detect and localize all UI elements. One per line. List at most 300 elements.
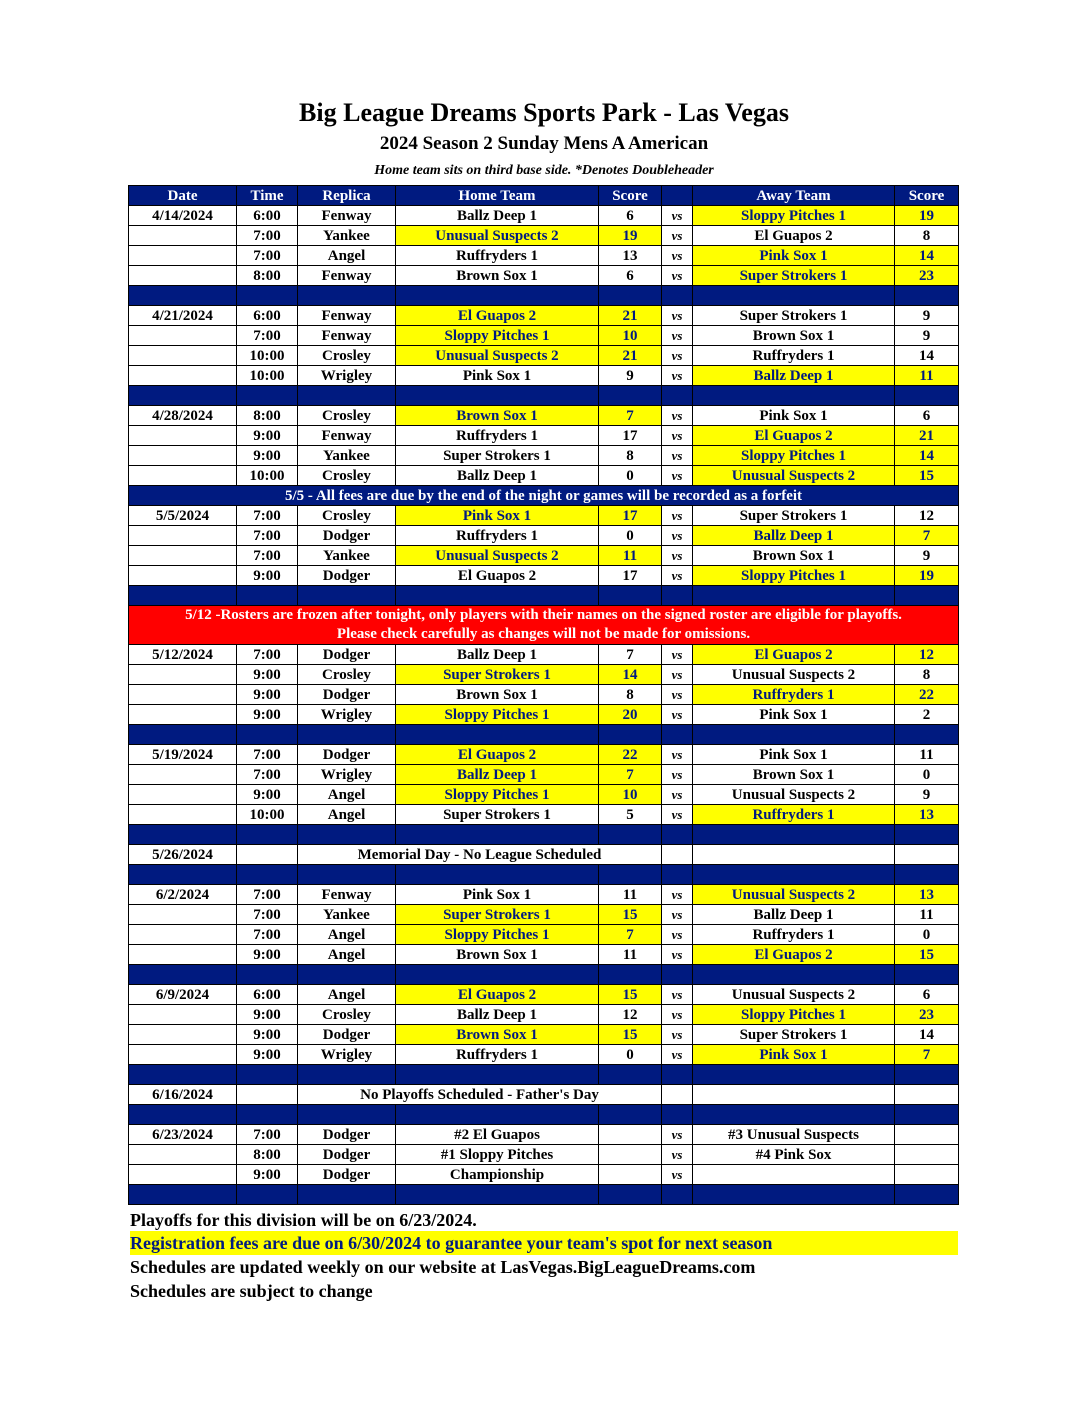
game-row [129, 1045, 959, 1065]
vs-cell: vs [662, 885, 693, 905]
time-cell: 6:00 [237, 306, 298, 326]
away-team-cell: Super Strokers 1 [693, 306, 895, 326]
date-cell [129, 665, 237, 685]
home-team-cell: El Guapos 2 [396, 306, 599, 326]
spacer-cell [237, 825, 298, 845]
spacer-cell [129, 1185, 237, 1205]
away-score-cell: 0 [895, 765, 959, 785]
date-cell [129, 346, 237, 366]
game-row [129, 1165, 959, 1185]
spacer-cell [396, 865, 599, 885]
home-team-cell: Pink Sox 1 [396, 506, 599, 526]
spacer-cell [895, 286, 959, 306]
away-score-cell [895, 1085, 959, 1105]
away-score-cell [895, 845, 959, 865]
vs-cell: vs [662, 645, 693, 665]
spacer-cell [599, 286, 662, 306]
away-score-cell: 7 [895, 1045, 959, 1065]
home-team-cell: Championship [396, 1165, 599, 1185]
game-row [129, 1025, 959, 1045]
spacer-row [129, 1105, 959, 1125]
spacer-row [129, 865, 959, 885]
date-cell [129, 526, 237, 546]
away-team-cell: El Guapos 2 [693, 226, 895, 246]
date-cell [129, 366, 237, 386]
no-games-text: Memorial Day - No League Scheduled [298, 845, 662, 865]
spacer-cell [693, 865, 895, 885]
away-team-cell: #4 Pink Sox [693, 1145, 895, 1165]
home-score-cell: 6 [599, 206, 662, 226]
game-row [129, 805, 959, 825]
home-team-cell: Sloppy Pitches 1 [396, 925, 599, 945]
date-cell [129, 226, 237, 246]
game-row [129, 366, 959, 386]
time-cell: 9:00 [237, 1165, 298, 1185]
date-cell: 5/5/2024 [129, 506, 237, 526]
home-team-cell: El Guapos 2 [396, 566, 599, 586]
home-score-cell [599, 1145, 662, 1165]
away-team-cell: Sloppy Pitches 1 [693, 1005, 895, 1025]
date-cell [129, 546, 237, 566]
schedule-body [129, 206, 959, 1205]
spacer-cell [298, 865, 396, 885]
away-team-cell: El Guapos 2 [693, 645, 895, 665]
home-team-cell: Brown Sox 1 [396, 685, 599, 705]
spacer-row [129, 1065, 959, 1085]
replica-cell: Wrigley [298, 1045, 396, 1065]
time-cell: 7:00 [237, 226, 298, 246]
game-row [129, 326, 959, 346]
spacer-cell [599, 1185, 662, 1205]
game-row [129, 546, 959, 566]
away-team-cell: Ballz Deep 1 [693, 905, 895, 925]
spacer-cell [693, 1065, 895, 1085]
spacer-row [129, 586, 959, 606]
time-cell: 7:00 [237, 1125, 298, 1145]
vs-cell [662, 845, 693, 865]
replica-cell: Yankee [298, 226, 396, 246]
spacer-cell [396, 1065, 599, 1085]
spacer-cell [298, 1105, 396, 1125]
vs-cell: vs [662, 745, 693, 765]
away-team-cell: Ruffryders 1 [693, 925, 895, 945]
replica-cell: Dodger [298, 566, 396, 586]
vs-cell: vs [662, 1005, 693, 1025]
away-team-cell [693, 1085, 895, 1105]
home-team-cell: Unusual Suspects 2 [396, 346, 599, 366]
away-team-cell [693, 1165, 895, 1185]
footer-change-note: Schedules are subject to change [130, 1281, 373, 1301]
spacer-cell [662, 1065, 693, 1085]
time-cell: 9:00 [237, 426, 298, 446]
footer-playoffs: Playoffs for this division will be on 6/23/2024. [130, 1210, 477, 1230]
game-row [129, 665, 959, 685]
spacer-cell [396, 1105, 599, 1125]
replica-cell: Dodger [298, 1165, 396, 1185]
home-team-cell: Sloppy Pitches 1 [396, 326, 599, 346]
no-games-text: No Playoffs Scheduled - Father's Day [298, 1085, 662, 1105]
game-row [129, 306, 959, 326]
vs-cell: vs [662, 905, 693, 925]
home-score-cell: 13 [599, 246, 662, 266]
replica-cell: Dodger [298, 745, 396, 765]
home-score-cell: 7 [599, 925, 662, 945]
replica-cell: Wrigley [298, 705, 396, 725]
away-team-cell: Super Strokers 1 [693, 1025, 895, 1045]
home-score-cell: 17 [599, 506, 662, 526]
spacer-cell [662, 286, 693, 306]
home-team-cell: Super Strokers 1 [396, 665, 599, 685]
home-team-cell: Brown Sox 1 [396, 1025, 599, 1045]
replica-cell: Crosley [298, 1005, 396, 1025]
spacer-cell [693, 586, 895, 606]
vs-cell: vs [662, 466, 693, 486]
spacer-cell [129, 725, 237, 745]
date-cell [129, 466, 237, 486]
game-row [129, 346, 959, 366]
spacer-cell [298, 1185, 396, 1205]
replica-cell: Dodger [298, 1125, 396, 1145]
spacer-cell [693, 1105, 895, 1125]
home-score-cell: 21 [599, 306, 662, 326]
time-cell: 7:00 [237, 645, 298, 665]
time-cell: 9:00 [237, 665, 298, 685]
time-cell: 7:00 [237, 326, 298, 346]
vs-cell: vs [662, 226, 693, 246]
home-score-cell: 11 [599, 885, 662, 905]
away-score-cell: 9 [895, 306, 959, 326]
time-cell: 9:00 [237, 785, 298, 805]
home-score-cell: 17 [599, 566, 662, 586]
spacer-cell [895, 825, 959, 845]
spacer-cell [599, 725, 662, 745]
home-team-cell: Pink Sox 1 [396, 885, 599, 905]
spacer-cell [693, 725, 895, 745]
vs-cell: vs [662, 366, 693, 386]
vs-cell: vs [662, 705, 693, 725]
away-team-cell: Ballz Deep 1 [693, 366, 895, 386]
time-cell: 7:00 [237, 905, 298, 925]
date-cell [129, 765, 237, 785]
date-cell [129, 1145, 237, 1165]
game-row [129, 985, 959, 1005]
date-cell [129, 685, 237, 705]
home-score-cell: 9 [599, 366, 662, 386]
spacer-cell [396, 965, 599, 985]
away-score-cell: 23 [895, 266, 959, 286]
away-team-cell: Pink Sox 1 [693, 705, 895, 725]
home-score-cell: 19 [599, 226, 662, 246]
home-team-cell: Ballz Deep 1 [396, 765, 599, 785]
vs-cell: vs [662, 346, 693, 366]
away-score-cell: 7 [895, 526, 959, 546]
spacer-cell [895, 965, 959, 985]
home-score-cell: 22 [599, 745, 662, 765]
spacer-cell [396, 1185, 599, 1205]
vs-cell: vs [662, 1165, 693, 1185]
away-team-cell: Unusual Suspects 2 [693, 985, 895, 1005]
replica-cell: Angel [298, 246, 396, 266]
home-score-cell: 8 [599, 446, 662, 466]
home-score-cell: 7 [599, 645, 662, 665]
spacer-cell [237, 286, 298, 306]
spacer-cell [237, 865, 298, 885]
replica-cell: Fenway [298, 206, 396, 226]
replica-cell: Crosley [298, 466, 396, 486]
away-team-cell: Brown Sox 1 [693, 546, 895, 566]
away-score-cell: 9 [895, 326, 959, 346]
away-team-cell: Ballz Deep 1 [693, 526, 895, 546]
col-header-home-score: Score [599, 186, 662, 206]
home-score-cell: 21 [599, 346, 662, 366]
schedule-table [128, 185, 959, 1205]
date-cell [129, 326, 237, 346]
vs-cell: vs [662, 805, 693, 825]
away-score-cell: 9 [895, 785, 959, 805]
home-score-cell: 15 [599, 905, 662, 925]
time-cell [237, 1085, 298, 1105]
spacer-cell [129, 825, 237, 845]
spacer-cell [129, 586, 237, 606]
away-score-cell: 0 [895, 925, 959, 945]
spacer-cell [662, 586, 693, 606]
away-team-cell: Sloppy Pitches 1 [693, 206, 895, 226]
game-row [129, 266, 959, 286]
away-score-cell [895, 1145, 959, 1165]
game-row [129, 246, 959, 266]
date-cell: 6/16/2024 [129, 1085, 237, 1105]
spacer-cell [298, 586, 396, 606]
replica-cell: Dodger [298, 526, 396, 546]
home-score-cell: 11 [599, 546, 662, 566]
date-cell: 4/14/2024 [129, 206, 237, 226]
spacer-cell [396, 825, 599, 845]
home-team-cell: Super Strokers 1 [396, 805, 599, 825]
home-team-cell: Ballz Deep 1 [396, 466, 599, 486]
away-score-cell: 11 [895, 905, 959, 925]
away-score-cell: 19 [895, 566, 959, 586]
time-cell: 8:00 [237, 1145, 298, 1165]
vs-cell: vs [662, 945, 693, 965]
home-score-cell: 7 [599, 765, 662, 785]
home-score-cell: 10 [599, 785, 662, 805]
game-row [129, 785, 959, 805]
away-score-cell: 6 [895, 406, 959, 426]
spacer-cell [693, 286, 895, 306]
date-cell: 6/9/2024 [129, 985, 237, 1005]
home-team-cell: Ruffryders 1 [396, 426, 599, 446]
away-score-cell: 15 [895, 945, 959, 965]
game-row [129, 206, 959, 226]
spacer-cell [129, 1065, 237, 1085]
away-team-cell: Super Strokers 1 [693, 506, 895, 526]
game-row [129, 745, 959, 765]
home-team-cell: Brown Sox 1 [396, 945, 599, 965]
time-cell: 10:00 [237, 366, 298, 386]
time-cell: 9:00 [237, 685, 298, 705]
away-team-cell: Unusual Suspects 2 [693, 665, 895, 685]
time-cell: 9:00 [237, 705, 298, 725]
away-score-cell: 14 [895, 246, 959, 266]
spacer-cell [662, 1105, 693, 1125]
date-cell [129, 1165, 237, 1185]
date-cell [129, 805, 237, 825]
spacer-cell [662, 865, 693, 885]
home-score-cell: 10 [599, 326, 662, 346]
replica-cell: Wrigley [298, 366, 396, 386]
home-score-cell: 14 [599, 665, 662, 685]
spacer-cell [396, 386, 599, 406]
page-title: Big League Dreams Sports Park - Las Vegas [299, 98, 789, 127]
date-cell [129, 905, 237, 925]
replica-cell: Yankee [298, 546, 396, 566]
away-score-cell: 12 [895, 506, 959, 526]
vs-cell: vs [662, 785, 693, 805]
replica-cell: Crosley [298, 406, 396, 426]
time-cell: 6:00 [237, 206, 298, 226]
game-row [129, 905, 959, 925]
spacer-cell [895, 1185, 959, 1205]
home-score-cell: 17 [599, 426, 662, 446]
date-cell: 4/21/2024 [129, 306, 237, 326]
footer-website: Schedules are updated weekly on our website at LasVegas.BigLeagueDreams.com [130, 1257, 756, 1277]
date-cell: 6/2/2024 [129, 885, 237, 905]
game-row [129, 406, 959, 426]
time-cell: 7:00 [237, 526, 298, 546]
home-team-cell: #1 Sloppy Pitches [396, 1145, 599, 1165]
vs-cell: vs [662, 246, 693, 266]
replica-cell: Angel [298, 945, 396, 965]
home-score-cell: 15 [599, 1025, 662, 1045]
spacer-cell [895, 725, 959, 745]
date-cell [129, 785, 237, 805]
date-cell [129, 246, 237, 266]
time-cell: 6:00 [237, 985, 298, 1005]
away-team-cell: Sloppy Pitches 1 [693, 566, 895, 586]
spacer-cell [396, 725, 599, 745]
spacer-cell [129, 386, 237, 406]
spacer-cell [599, 1065, 662, 1085]
replica-cell: Angel [298, 925, 396, 945]
home-score-cell [599, 1125, 662, 1145]
time-cell: 7:00 [237, 765, 298, 785]
home-team-cell: Super Strokers 1 [396, 905, 599, 925]
date-cell [129, 705, 237, 725]
spacer-cell [298, 1065, 396, 1085]
away-score-cell: 8 [895, 665, 959, 685]
game-row [129, 925, 959, 945]
away-score-cell: 19 [895, 206, 959, 226]
away-team-cell: Pink Sox 1 [693, 246, 895, 266]
col-header-vs [662, 186, 693, 206]
away-score-cell: 13 [895, 885, 959, 905]
spacer-row [129, 1185, 959, 1205]
away-team-cell: Brown Sox 1 [693, 326, 895, 346]
spacer-row [129, 965, 959, 985]
spacer-cell [599, 825, 662, 845]
time-cell: 7:00 [237, 925, 298, 945]
away-team-cell: Sloppy Pitches 1 [693, 446, 895, 466]
notice-text: 5/5 - All fees are due by the end of the night or games will be recorded as a forfeit [129, 486, 959, 506]
spacer-row [129, 825, 959, 845]
spacer-cell [237, 586, 298, 606]
game-row [129, 685, 959, 705]
date-cell [129, 945, 237, 965]
vs-cell: vs [662, 426, 693, 446]
spacer-cell [237, 1185, 298, 1205]
time-cell: 9:00 [237, 446, 298, 466]
spacer-cell [396, 586, 599, 606]
date-cell [129, 1045, 237, 1065]
spacer-cell [237, 725, 298, 745]
spacer-cell [599, 965, 662, 985]
replica-cell: Crosley [298, 506, 396, 526]
away-score-cell: 11 [895, 366, 959, 386]
replica-cell: Yankee [298, 905, 396, 925]
away-score-cell: 2 [895, 705, 959, 725]
vs-cell: vs [662, 266, 693, 286]
game-row [129, 526, 959, 546]
home-team-cell: El Guapos 2 [396, 985, 599, 1005]
spacer-row [129, 725, 959, 745]
time-cell: 7:00 [237, 506, 298, 526]
game-row [129, 705, 959, 725]
home-score-cell: 6 [599, 266, 662, 286]
spacer-cell [599, 586, 662, 606]
spacer-cell [129, 1105, 237, 1125]
home-score-cell: 8 [599, 685, 662, 705]
away-team-cell: El Guapos 2 [693, 945, 895, 965]
replica-cell: Fenway [298, 326, 396, 346]
home-score-cell: 12 [599, 1005, 662, 1025]
replica-cell: Dodger [298, 1145, 396, 1165]
time-cell: 9:00 [237, 1045, 298, 1065]
time-cell: 7:00 [237, 246, 298, 266]
spacer-cell [396, 286, 599, 306]
alert-row [129, 606, 959, 645]
vs-cell: vs [662, 665, 693, 685]
date-cell: 5/12/2024 [129, 645, 237, 665]
col-header-home-team: Home Team [396, 186, 599, 206]
date-cell [129, 266, 237, 286]
date-cell: 6/23/2024 [129, 1125, 237, 1145]
away-team-cell: Brown Sox 1 [693, 765, 895, 785]
date-cell [129, 566, 237, 586]
game-row [129, 1125, 959, 1145]
vs-cell [662, 1085, 693, 1105]
spacer-cell [662, 825, 693, 845]
vs-cell: vs [662, 446, 693, 466]
time-cell: 9:00 [237, 1025, 298, 1045]
spacer-cell [662, 1185, 693, 1205]
spacer-cell [895, 1065, 959, 1085]
game-row [129, 566, 959, 586]
home-score-cell: 0 [599, 526, 662, 546]
vs-cell: vs [662, 326, 693, 346]
spacer-cell [298, 386, 396, 406]
vs-cell: vs [662, 985, 693, 1005]
home-team-cell: Ruffryders 1 [396, 1045, 599, 1065]
home-team-cell: Unusual Suspects 2 [396, 226, 599, 246]
time-cell: 7:00 [237, 745, 298, 765]
time-cell: 9:00 [237, 1005, 298, 1025]
away-team-cell: Pink Sox 1 [693, 745, 895, 765]
spacer-cell [298, 725, 396, 745]
vs-cell: vs [662, 1025, 693, 1045]
away-score-cell: 14 [895, 1025, 959, 1045]
game-row [129, 885, 959, 905]
game-row [129, 1145, 959, 1165]
